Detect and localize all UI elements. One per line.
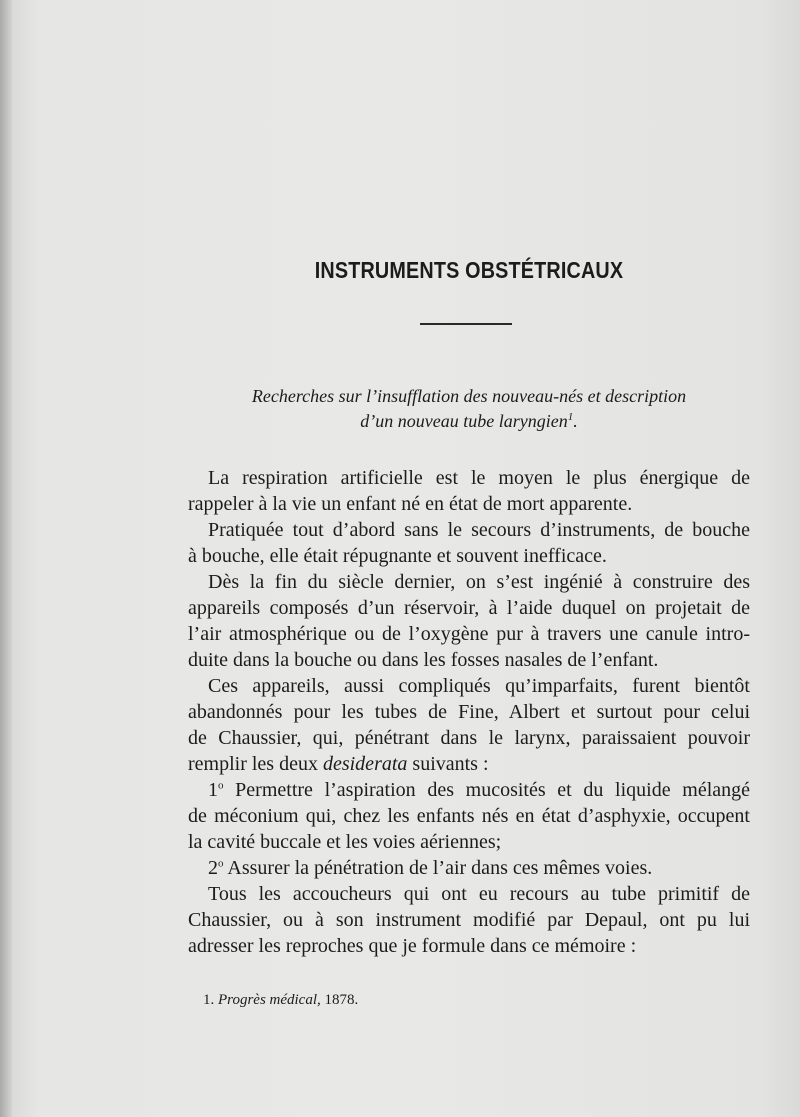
item-1-text: Permettre l’aspiration des mucosités et du liquide mélangé [223,779,750,801]
footnote-number: 1. [203,992,215,1008]
item-2-text: Assurer la pénétration de l’air dans ces mêmes voies. [223,857,653,879]
item-1-line-3: la cavité buccale et les voies aériennes; [188,831,502,853]
footnote-source: Progrès médical, [218,992,321,1008]
item-2-line-1 [208,855,750,881]
item-2-degree: o [218,857,224,870]
paragraph-7-line-2: Chaussier, ou à son instrument modifié par Depaul, ont pu lui [188,909,750,931]
paragraph-4-line-1: Ces appareils, aussi compliqués qu’imparfaits, furent bientôt [208,675,750,697]
paragraph-2-line-2: à bouche, elle était répugnante et souvent inefficace. [188,545,607,567]
title-rule-divider [420,323,512,325]
subtitle-line-2-end: . [573,411,578,431]
paragraph-7-line-1: Tous les accoucheurs qui ont eu recours au tube primitif de [208,883,750,905]
paragraph-7-line-3: adresser les reproches que je formule dans ce mémoire : [188,935,637,957]
footnote-year: 1878. [324,992,359,1008]
subtitle-line-1: Recherches sur l’insufflation des nouveau-nés et description [251,386,687,406]
item-1-number: 1 [208,779,218,801]
item-1-line-2: de méconium qui, chez les enfants nés en état d’asphyxie, occupent [188,805,750,827]
subtitle-footnote-mark: 1 [567,411,574,423]
paragraph-1-line-2: rappeler à la vie un enfant né en état de mort apparente. [188,493,633,515]
paragraph-3-line-3: l’air atmosphérique ou de l’oxygène pur à travers une canule intro- [188,623,750,645]
paragraph-4-line-4 [188,751,750,777]
paragraph-4-line-2: abandonnés pour les tubes de Fine, Albert et surtout pour celui [188,701,750,723]
paragraph-3-line-4: duite dans la bouche ou dans les fosses nasales de l’enfant. [188,649,659,671]
paragraph-4-line-4-a: remplir les deux [188,753,323,775]
page-title: INSTRUMENTS OBSTÉTRICAUX [314,257,624,283]
paragraph-4-line-4-b: suivants : [407,753,489,775]
item-2-number: 2 [208,857,218,879]
paragraph-4-line-3: de Chaussier, qui, pénétrant dans le larynx, paraissaient pouvoir [188,727,750,749]
page-gutter-shadow [0,0,12,1117]
item-1-degree: o [218,779,224,792]
item-1-line-1 [208,777,750,803]
footnote [203,990,358,1010]
paragraph-3-line-2: appareils composés d’un réservoir, à l’aide duquel on projetait de [188,597,750,619]
paragraph-3-line-1: Dès la fin du siècle dernier, on s’est ingénié à construire des [208,571,750,593]
desiderata-italic: desiderata [322,753,408,775]
subtitle-line-2-text: d’un nouveau tube laryngien [360,411,568,431]
paragraph-2-line-1: Pratiquée tout d’abord sans le secours d’instruments, de bouche [208,519,750,541]
subtitle-line-2 [188,409,750,434]
paragraph-1-line-1: La respiration artificielle est le moyen le plus énergique de [208,467,750,489]
